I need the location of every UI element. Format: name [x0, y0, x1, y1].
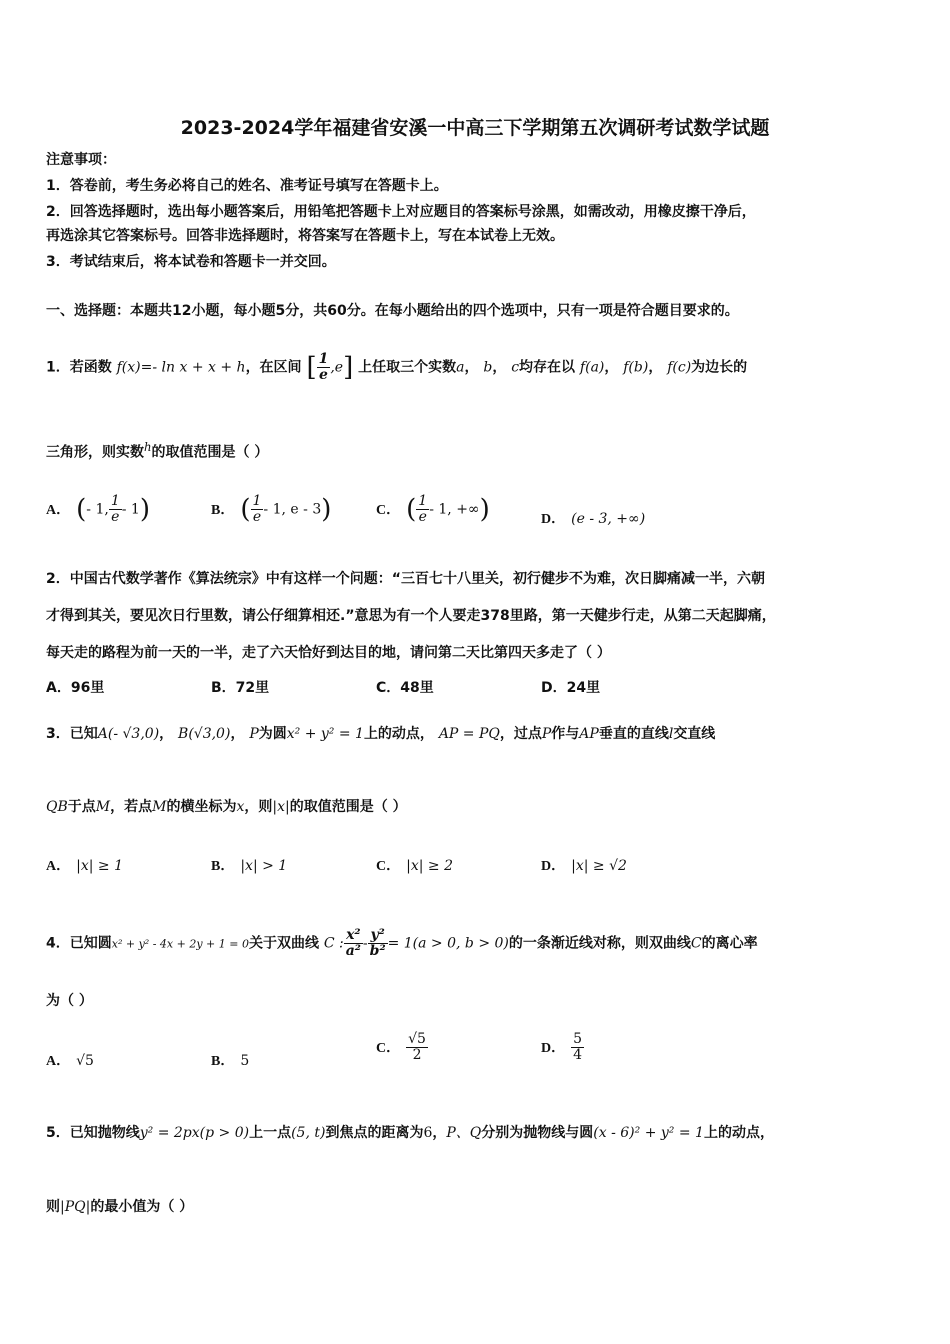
q1-fa: f(a) [579, 359, 605, 376]
q2-option-c[interactable]: C．48里 [376, 680, 434, 696]
var-h: h [144, 440, 152, 454]
q1-interval-fraction: $\frac{1}{e}$ [318, 351, 329, 383]
var-a: a [456, 359, 465, 376]
q3-option-a[interactable]: A． |x| ≥ 1 [46, 858, 123, 874]
var-b: b [483, 359, 493, 376]
q1-fb: f(b) [623, 359, 649, 376]
q5-parabola: y² = 2px(p > 0) [139, 1125, 250, 1141]
question-1-stem-line2: 三角形，则实数$^h$的取值范围是（ ） [46, 440, 269, 461]
q1-text: 均存在以 [519, 359, 576, 376]
q2-option-a[interactable]: A．96里 [46, 680, 105, 696]
q4-option-a[interactable]: A． √5 [46, 1053, 94, 1069]
q4-option-b[interactable]: B． 5 [211, 1053, 250, 1069]
notice-heading: 注意事项： [46, 152, 116, 168]
point-a: A(- √3,0) [97, 726, 160, 742]
q1-num: 1．若函数 [46, 359, 112, 376]
question-2-line: 才得到其关，要见次日行里数，请公仔细算相还.”意思为有一个人要走378里路，第一天健步行走，从第二天起脚痛， [46, 608, 776, 624]
notice-item: 3．考试结束后，将本试卷和答题卡一并交回。 [46, 254, 336, 270]
q1-option-c[interactable]: C． ( $\frac{1}{e}$ - 1, +∞) [376, 493, 490, 525]
q3-option-d[interactable]: D． |x| ≥ √2 [541, 858, 627, 874]
q4-option-c[interactable]: C． $\frac{√5}{2}$ [376, 1031, 426, 1063]
q1-option-b[interactable]: B． ( $\frac{1}{e}$ - 1, e - 3) [211, 493, 332, 525]
question-1-stem: 1．若函数 f(x)=- ln x + x + h，在区间 [ $\frac{1}{e}$ ,e] 上任取三个实数a， b， c均存在以 f(a)， f(b)， f(c)为边长的 [46, 351, 748, 383]
question-2-line: 2．中国古代数学著作《算法统宗》中有这样一个问题：“三百七十八里关，初行健步不为难，次日脚痛减一半，六朝 [46, 571, 765, 587]
question-4-stem-line2: 为（ ） [46, 993, 93, 1009]
q3-option-c[interactable]: C． |x| ≥ 2 [376, 858, 453, 874]
question-3-stem: 3．已知A(- √3,0)， B(√3,0)， P为圆x² + y² = 1上的动点， AP = PQ，过点P作与AP垂直的直线l交直线 [46, 726, 716, 742]
q1-text: ，在区间 [245, 359, 302, 376]
q5-circle: (x - 6)² + y² = 1 [593, 1125, 704, 1141]
question-5-stem: 5．已知抛物线y² = 2px(p > 0)上一点(5, t)到焦点的距离为6，P、Q分别为抛物线与圆(x - 6)² + y² = 1上的动点， [46, 1125, 774, 1141]
q1-option-a[interactable]: A． (- 1, $\frac{1}{e}$ - 1) [46, 493, 150, 525]
q4-option-d[interactable]: D． $\frac{5}{4}$ [541, 1031, 583, 1063]
q2-option-d[interactable]: D．24里 [541, 680, 601, 696]
q1-text: 上任取三个实数 [358, 359, 457, 376]
q1-function: f(x)=- ln x + x + h [116, 359, 246, 376]
notice-item: 1．答卷前，考生务必将自己的姓名、准考证号填写在答题卡上。 [46, 178, 448, 194]
question-2-line: 每天走的路程为前一天的一半，走了六天恰好到达目的地，请问第二天比第四天多走了（ ） [46, 645, 611, 661]
q4-circle: x² + y² - 4x + 2y + 1 = 0 [111, 937, 249, 951]
notice-item: 再选涂其它答案标号。回答非选择题时，将答案写在答题卡上，写在本试卷上无效。 [46, 228, 564, 244]
q3-option-b[interactable]: B． |x| > 1 [211, 858, 288, 874]
q3-circle: x² + y² = 1 [286, 726, 364, 742]
point-b: B(√3,0) [178, 726, 231, 742]
page-title: 2023-2024学年福建省安溪一中高三下学期第五次调研考试数学试题 [180, 117, 770, 139]
q1-text: 为边长的 [691, 359, 748, 376]
question-4-stem: 4．已知圆x² + y² - 4x + 2y + 1 = 0关于双曲线 C : $\frac{\text{x²}}{\text{a²}}$ - $\frac{\text{y²}}{\text{b²}}$ = 1(a > 0, b > 0)的一条渐近线对称，则双曲线C的离心率 [46, 927, 758, 959]
q1-interval-end: ,e [330, 359, 344, 376]
question-3-stem-line2: QB于点M，若点M的横坐标为x，则|x|的取值范围是（ ） [46, 799, 407, 815]
notice-item: 2．回答选择题时，选出每小题答案后，用铅笔把答题卡上对应题目的答案标号涂黑，如需改动，用橡皮擦干净后， [46, 204, 756, 220]
question-5-stem-line2: 则|PQ|的最小值为（ ） [46, 1199, 194, 1215]
q1-option-d[interactable]: D． (e - 3, +∞) [541, 511, 646, 527]
q2-option-b[interactable]: B．72里 [211, 680, 270, 696]
section-heading: 一、选择题：本题共12小题，每小题5分，共60分。在每小题给出的四个选项中，只有一项是符合题目要求的。 [46, 303, 739, 319]
q1-fc: f(c) [667, 359, 692, 376]
var-c: c [511, 359, 520, 376]
